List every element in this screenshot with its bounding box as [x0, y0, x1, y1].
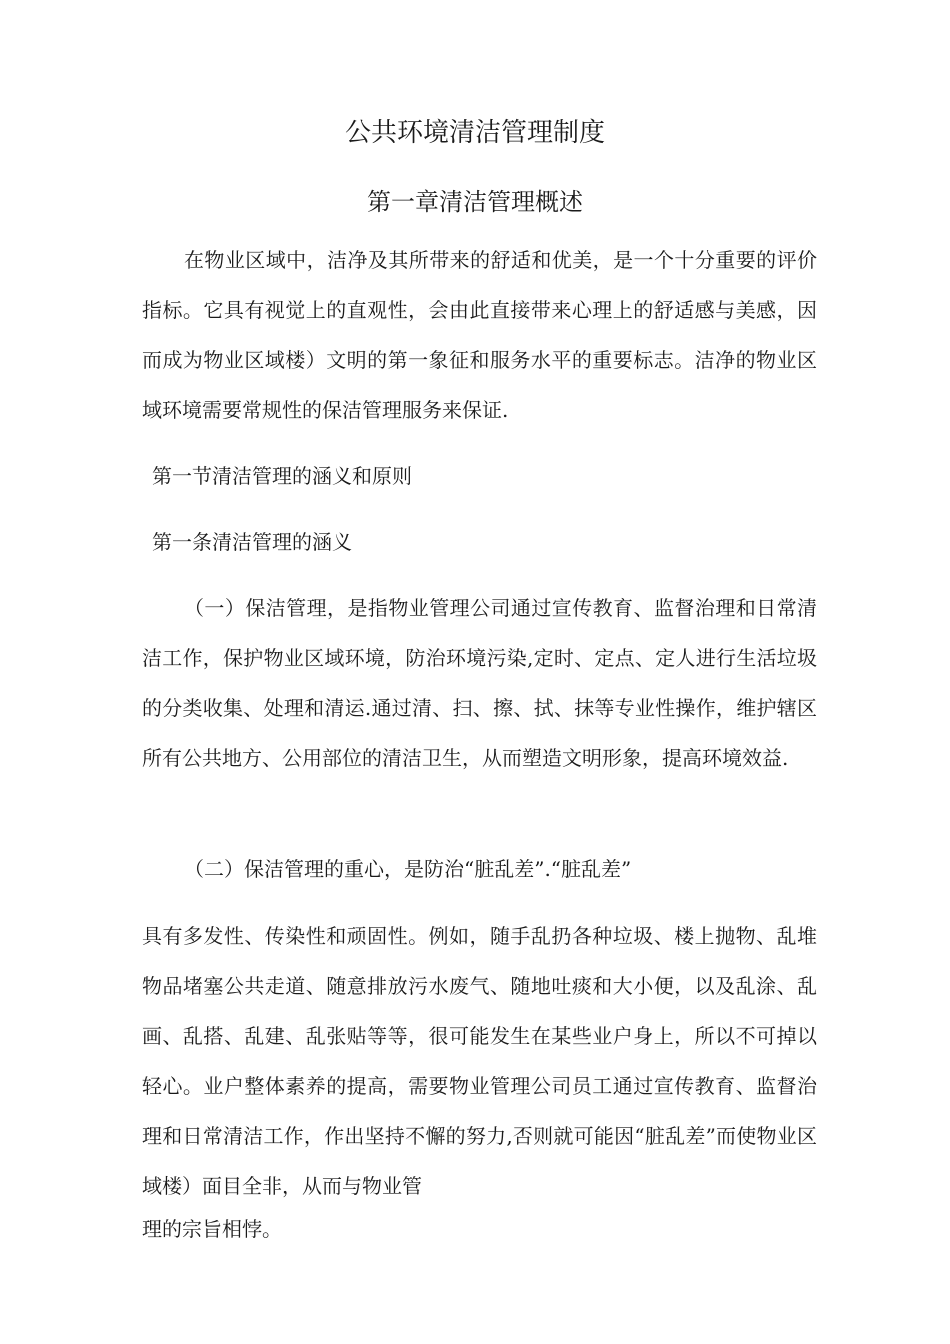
- item-two-tail: 理的宗旨相悖。: [142, 1217, 282, 1241]
- chapter-title: 第一章清洁管理概述: [367, 188, 583, 216]
- document-title: 公共环境清洁管理制度: [344, 118, 605, 148]
- item-one-paragraph: （一）保洁管理，是指物业管理公司通过宣传教育、监督治理和日常清洁工作，保护物业区域环境，防治环境污染,定时、定点、定人进行生活垃圾的分类收集、处理和清运.通过清、扫、擦、拭、抹等专业性操作，维护辖区所有公共地方、公用部位的清洁卫生，从而塑造文明形象，提高环境效益.: [142, 596, 817, 770]
- section-heading: 第一节清洁管理的涵义和原则: [152, 464, 412, 488]
- article-heading: 第一条清洁管理的涵义: [152, 530, 352, 554]
- item-two-lead: （二）保洁管理的重心，是防治“脏乱差”.“脏乱差”: [184, 857, 632, 881]
- item-two-body: 具有多发性、传染性和顽固性。例如，随手乱扔各种垃圾、楼上抛物、乱堆物品堵塞公共走道、随意排放污水废气、随地吐痰和大小便，以及乱涂、乱画、乱搭、乱建、乱张贴等等，很可能发生在某些业户身上，所以不可掉以轻心。业户整体素养的提高，需要物业管理公司员工通过宣传教育、监督治理和日常清洁工作，作出坚持不懈的努力,否则就可能因“脏乱差”而使物业区域楼）面目全非，从而与物业管: [142, 924, 817, 1198]
- intro-paragraph: 在物业区域中，洁净及其所带来的舒适和优美，是一个十分重要的评价指标。它具有视觉上的直观性，会由此直接带来心理上的舒适感与美感，因而成为物业区域楼）文明的第一象征和服务水平的重要标志。洁净的物业区域环境需要常规性的保洁管理服务来保证.: [142, 248, 817, 422]
